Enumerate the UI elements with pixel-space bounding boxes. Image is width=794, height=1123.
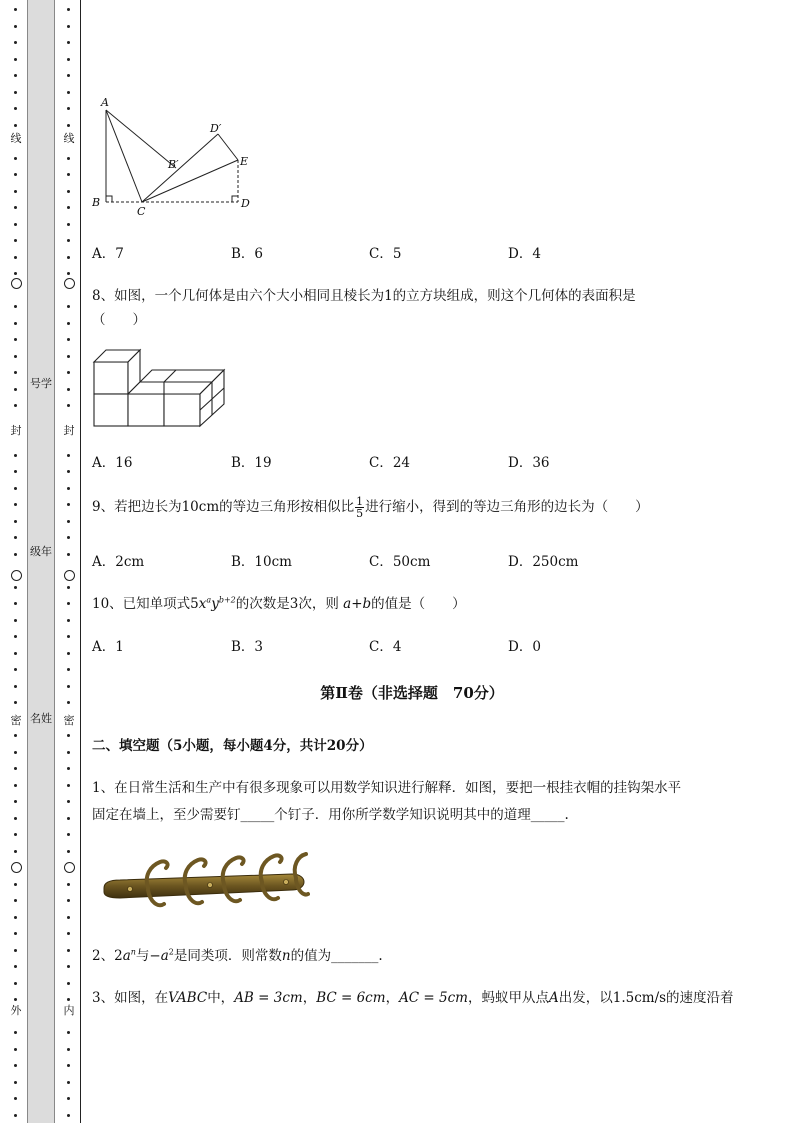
coat-hook-rack-image [100, 848, 310, 920]
q9-frac-den: 5 [356, 507, 364, 520]
binding-dot [67, 619, 70, 622]
binding-dot [14, 1097, 17, 1100]
binding-circle-icon [11, 862, 22, 873]
binding-dot [14, 503, 17, 506]
binding-dot [67, 553, 70, 556]
binding-dot [14, 371, 17, 374]
q8-cube-figure [92, 348, 232, 428]
left-binding-mark: 封 [10, 424, 22, 437]
q7-option-b[interactable]: B．6 [231, 246, 264, 262]
q10-option-b[interactable]: B．3 [231, 639, 264, 655]
q8-option-d[interactable]: D．36 [508, 455, 550, 471]
binding-dot [14, 41, 17, 44]
binding-dot [14, 107, 17, 110]
binding-dot [67, 8, 70, 11]
q7-option-c[interactable]: C．5 [369, 246, 402, 262]
binding-dot [67, 751, 70, 754]
binding-dot [67, 388, 70, 391]
binding-dot [14, 470, 17, 473]
fq3-point: A [549, 990, 559, 1006]
binding-dot [14, 833, 17, 836]
binding-dot [67, 25, 70, 28]
binding-dot [14, 223, 17, 226]
binding-dot [67, 173, 70, 176]
q10-var-y: y [211, 596, 219, 612]
binding-dot [14, 1031, 17, 1034]
binding-dot [67, 1064, 70, 1067]
fq3-ac: AC = 5cm [399, 990, 468, 1006]
binding-dot [14, 767, 17, 770]
binding-dot [14, 965, 17, 968]
binding-dot [14, 685, 17, 688]
fq3-sep2: ， [385, 990, 400, 1006]
binding-dot [67, 206, 70, 209]
binding-dot [67, 371, 70, 374]
fq2-text [92, 944, 383, 964]
binding-dot [14, 619, 17, 622]
binding-dot [14, 1048, 17, 1051]
binding-dot [14, 586, 17, 589]
label-C: C [137, 205, 146, 217]
binding-dot [14, 982, 17, 985]
fq3-text [92, 986, 734, 1006]
fq2-exp-2: 2 [168, 947, 174, 957]
binding-dot [14, 256, 17, 259]
binding-dot [67, 784, 70, 787]
q10-text-after: 的值是（ ） [371, 596, 466, 612]
binding-dot [67, 305, 70, 308]
binding-dot [67, 932, 70, 935]
q8-option-b[interactable]: B．19 [231, 455, 272, 471]
binding-dot [14, 454, 17, 457]
binding-dot [67, 602, 70, 605]
q9-text-after: 进行缩小，得到的等边三角形的边长为（ ） [365, 499, 649, 515]
binding-dot [14, 850, 17, 853]
binding-dot [14, 272, 17, 275]
student-info-strip [27, 0, 55, 1123]
binding-dot [14, 899, 17, 902]
right-binding-mark: 封 [63, 424, 75, 437]
fq3-sep1: ， [302, 990, 317, 1006]
binding-circle-icon [64, 570, 75, 581]
fq2-exp-n: n [130, 947, 136, 957]
binding-dot [14, 206, 17, 209]
binding-dot [67, 668, 70, 671]
q9-text [92, 492, 649, 522]
fq3-text: 3、如图，在 [92, 990, 169, 1006]
q10-text [92, 592, 466, 612]
binding-dot [14, 602, 17, 605]
q7-option-a[interactable]: A．7 [92, 246, 124, 262]
binding-dot [14, 487, 17, 490]
binding-dot [14, 817, 17, 820]
binding-dot [67, 454, 70, 457]
binding-dot [67, 701, 70, 704]
binding-dot [14, 751, 17, 754]
binding-circle-icon [64, 862, 75, 873]
fq1-line1: 1、在日常生活和生产中有很多现象可以用数学知识进行解释．如图，要把一根挂衣帽的挂钩架水平 [92, 780, 682, 796]
binding-dot [67, 833, 70, 836]
fq3-bc: BC = 6cm [316, 990, 386, 1006]
left-binding-mark: 外 [10, 1004, 22, 1017]
binding-dot [14, 404, 17, 407]
binding-dot [67, 949, 70, 952]
binding-dot [67, 817, 70, 820]
binding-dot [14, 520, 17, 523]
binding-dot [14, 124, 17, 127]
binding-dot [14, 784, 17, 787]
binding-dot [67, 586, 70, 589]
binding-dot [14, 338, 17, 341]
fq2-text-end: 的值为_______. [290, 948, 383, 964]
binding-dot [67, 58, 70, 61]
binding-dot [67, 635, 70, 638]
binding-dot [67, 734, 70, 737]
binding-dot [67, 1048, 70, 1051]
binding-dot [67, 1031, 70, 1034]
fq2-mid: 与− [135, 948, 161, 964]
fq2-var-n: n [281, 948, 291, 964]
binding-dot [14, 949, 17, 952]
binding-dot [67, 470, 70, 473]
label-D-prime: D′ [210, 122, 222, 135]
binding-dot [14, 734, 17, 737]
binding-dot [67, 190, 70, 193]
binding-dot [14, 1081, 17, 1084]
binding-dot [14, 635, 17, 638]
fq2-var-a1: a [122, 948, 131, 964]
binding-dot [67, 916, 70, 919]
binding-dot [67, 91, 70, 94]
binding-dot [14, 668, 17, 671]
info-field-name: 名姓 [30, 712, 52, 725]
binding-dot [67, 767, 70, 770]
binding-dot [67, 487, 70, 490]
binding-dot [14, 998, 17, 1001]
binding-dot [67, 965, 70, 968]
binding-dot [67, 41, 70, 44]
binding-dot [67, 74, 70, 77]
label-A: A [101, 96, 109, 109]
right-binding-mark: 线 [63, 132, 75, 145]
label-E: E [240, 155, 249, 168]
q9-fraction [355, 496, 364, 519]
q9-option-c[interactable]: C．50cm [369, 554, 431, 570]
binding-dot [14, 800, 17, 803]
label-D: D [241, 197, 250, 210]
binding-dot [14, 173, 17, 176]
binding-dot [67, 338, 70, 341]
binding-dot [67, 239, 70, 242]
binding-dot [67, 503, 70, 506]
fq3-text3: ，蚂蚁甲从点 [468, 990, 549, 1006]
binding-dot [14, 916, 17, 919]
fq3-text2: 中， [207, 990, 235, 1006]
q8-option-c[interactable]: C．24 [369, 455, 411, 471]
fq2-prefix: 2、2 [92, 948, 123, 964]
binding-dot [14, 190, 17, 193]
binding-dot [67, 536, 70, 539]
q9-text-before: 9、若把边长为10cm的等边三角形按相似比 [92, 499, 355, 515]
binding-dot [67, 685, 70, 688]
binding-dot [14, 536, 17, 539]
q9-option-b[interactable]: B．10cm [231, 554, 292, 570]
binding-dot [67, 1097, 70, 1100]
binding-dot [14, 58, 17, 61]
binding-circle-icon [11, 278, 22, 289]
binding-dot [67, 652, 70, 655]
binding-dot [14, 322, 17, 325]
binding-dot [67, 800, 70, 803]
binding-circle-icon [64, 278, 75, 289]
q10-exp-y: b+2 [218, 595, 236, 605]
binding-dot [14, 388, 17, 391]
q7-option-d[interactable]: D．4 [508, 246, 541, 262]
binding-dot [14, 1114, 17, 1117]
binding-dot [14, 701, 17, 704]
fq3-text4: 出发，以1.5cm/s的速度沿着 [558, 990, 734, 1006]
binding-dot [14, 355, 17, 358]
binding-dot [14, 74, 17, 77]
left-dotted-line [10, 0, 22, 1123]
binding-dot [14, 25, 17, 28]
q10-text-middle: 的次数是3次，则 [235, 596, 339, 612]
q10-option-a[interactable]: A．1 [92, 639, 124, 655]
binding-dot [67, 256, 70, 259]
fq1-line2: 固定在墙上，至少需要钉_____个钉子．用你所学数学知识说明其中的道理_____. [92, 807, 569, 823]
binding-dot [14, 8, 17, 11]
binding-dot [67, 850, 70, 853]
binding-dot [14, 239, 17, 242]
binding-dot [14, 932, 17, 935]
binding-dot [14, 91, 17, 94]
binding-dot [67, 322, 70, 325]
q7-geometry-figure [92, 92, 262, 217]
q10-var-x: x [198, 596, 207, 612]
left-binding-mark: 密 [10, 714, 22, 727]
q10-option-c[interactable]: C．4 [369, 639, 402, 655]
binding-dot [67, 1114, 70, 1117]
right-dotted-line [63, 0, 75, 1123]
binding-dot [67, 520, 70, 523]
label-B-prime: B′ [168, 158, 179, 171]
right-binding-mark: 密 [63, 714, 75, 727]
binding-dot [67, 157, 70, 160]
binding-circle-icon [11, 570, 22, 581]
fill-blank-heading: 二、填空题（5小题，每小题4分，共计20分） [92, 738, 373, 754]
right-binding-mark: 内 [63, 1004, 75, 1017]
q10-option-d[interactable]: D．0 [508, 639, 541, 655]
q8-text: 8、如图，一个几何体是由六个大小相同且棱长为1的立方块组成，则这个几何体的表面积是 [92, 288, 636, 304]
fq2-var-a2: a [160, 948, 169, 964]
binding-dot [14, 1064, 17, 1067]
q9-frac-num: 1 [356, 495, 364, 508]
binding-margin [0, 0, 85, 1123]
binding-dot [14, 883, 17, 886]
binding-dot [14, 157, 17, 160]
binding-dot [14, 553, 17, 556]
binding-dot [67, 982, 70, 985]
q10-exp-x: a [206, 595, 212, 605]
q10-expr: a+b [343, 596, 372, 612]
q10-text-before: 10、已知单项式5 [92, 596, 199, 612]
binding-dot [67, 223, 70, 226]
binding-dot [14, 305, 17, 308]
binding-dot [67, 107, 70, 110]
binding-dot [67, 272, 70, 275]
q8-option-a[interactable]: A．16 [92, 455, 133, 471]
margin-border-line [80, 0, 81, 1123]
info-field-number: 号学 [30, 377, 52, 390]
fq2-text-after: 是同类项．则常数 [173, 948, 282, 964]
binding-dot [67, 404, 70, 407]
left-binding-mark: 线 [10, 132, 22, 145]
label-B: B [92, 196, 101, 209]
q8-paren: （ ） [92, 312, 146, 328]
binding-dot [67, 883, 70, 886]
binding-dot [67, 899, 70, 902]
info-field-grade: 级年 [30, 545, 52, 558]
binding-dot [67, 355, 70, 358]
binding-dot [67, 998, 70, 1001]
binding-dot [14, 652, 17, 655]
binding-dot [67, 124, 70, 127]
q9-option-a[interactable]: A．2cm [92, 554, 145, 570]
binding-dot [67, 1081, 70, 1084]
fq3-triangle: VABC [168, 990, 208, 1006]
part-two-title: 第Ⅱ卷（非选择题 70分） [320, 684, 504, 702]
q9-option-d[interactable]: D．250cm [508, 554, 579, 570]
fq3-ab: AB = 3cm [234, 990, 303, 1006]
